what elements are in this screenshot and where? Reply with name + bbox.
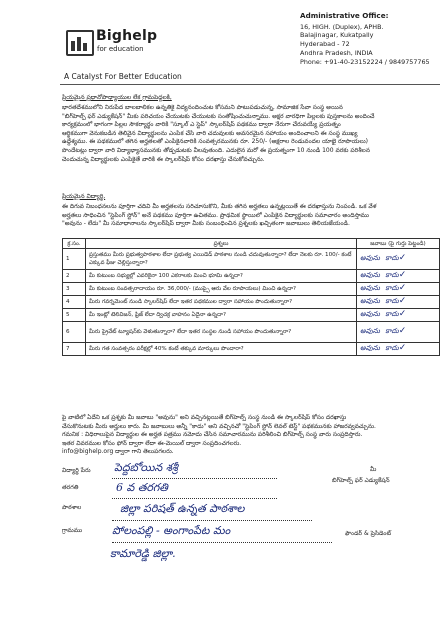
school-underline xyxy=(112,520,312,521)
instruction-line: అర్హతలు సాధించిన "స్టెపింగ్ స్టోన్‌" అనే పథకము పూర్తిగా ఉచితము. ప్రాథమిక స్థాయిలో ఎంపికైన విద్యార్థులకు సమాచారం అందిస్తాము xyxy=(62,211,369,219)
row-answer[interactable] xyxy=(357,249,440,270)
answer-yes[interactable]: అవును xyxy=(360,344,380,352)
intro-line: ఉద్దేశ్యము. ఈ పథకములో తగిన అర్హతలతో ఎంపికైనవారికి సంవత్సరమునకు రూ. 250/- (అక్షరాల రెండువందల యాభై రూపాయలు) xyxy=(62,138,369,146)
village-field[interactable]: పోలంపల్లి - అంగాంపేట మం xyxy=(112,524,231,537)
row-question: మీ కుటుంబ సభ్యుల్లో ఎవరికైనా 100 ఎకరాలకు మించి భూమి ఉన్నదా? xyxy=(86,270,357,283)
district-field[interactable]: కామారెడ్డి జిల్లా. xyxy=(110,547,176,560)
tagline: A Catalyst For Better Education xyxy=(64,72,182,81)
row-number: 5 xyxy=(63,309,86,322)
table-row xyxy=(63,309,440,322)
note-line: ఇతర వివరముల కోసం ఫోన్ ద్వారా లేదా ఈ-మెయిల్ ద్వారా సంప్రదించగలరు. xyxy=(62,439,242,447)
row-number: 2 xyxy=(63,270,86,283)
tick-mark-icon: ✓ xyxy=(398,309,407,319)
tick-mark-icon: ✓ xyxy=(398,283,407,293)
table-row xyxy=(63,343,440,356)
instructions-paragraph xyxy=(62,203,442,229)
signoff-organization: బిగ్‌హెల్ప్ ఫర్ ఎడ్యుకేషన్ xyxy=(332,477,390,484)
name-underline xyxy=(112,478,277,479)
row-number: 4 xyxy=(63,296,86,309)
note-line: చేసుకొనుటకు మీరు అర్హులు కారు. మీ జవాబులు అన్నీ "కాదు" అని వచ్చినచో "స్టెపింగ్ స్టోన్ లెవల్ టెస్ట్" పథకమునకు హాజరవ్వవచ్చును. xyxy=(62,422,376,430)
answer-yes[interactable]: అవును xyxy=(360,284,380,292)
student-salutation: ప్రియమైన విద్యార్థి, xyxy=(62,193,106,200)
intro-line: "బిగ్‌హెల్ప్ ఫర్ ఎడ్యుకేషన్‌" మీకు పరిచయం చేయుటకు చేయుటకు సంతోషించుచున్నాము. అక్షర వారధిగా పిల్లలకు పుస్తకాలను అందించే xyxy=(62,112,375,120)
logo-icon xyxy=(66,30,94,56)
header-divider xyxy=(60,84,440,85)
signoff-salute: మీ xyxy=(370,466,377,473)
class-label: తరగతి xyxy=(62,484,79,491)
note-line: గమనిక : విధిరాలుపైన విద్యార్థుల ఈ అర్హత పత్రము నమోదు చేసిన సమాచారమును పరిశీలించి బిగ్‌హెల్ప్ సంస్థ వారు సంప్రదిస్తారు. xyxy=(62,431,363,439)
answer-no[interactable]: కాదు xyxy=(385,344,399,352)
answer-yes[interactable]: అవును xyxy=(360,327,380,335)
answer-yes[interactable]: అవును xyxy=(360,297,380,305)
instruction-line: ఈ దిగువ నిబంధనలను పూర్తిగా చదివి మీ అర్హతలను సరిచూసుకొని, మీకు తగిన అర్హతలు ఉన్నట్లయితే ఈ దరఖాస్తును నింపండి. ఒక వేళ xyxy=(62,203,377,210)
eligibility-table xyxy=(62,238,440,356)
row-answer[interactable] xyxy=(357,296,440,309)
class-field[interactable]: 6 వ తరగతి xyxy=(116,481,168,494)
email-line: info@bighelp.org ద్వారా గాని తెలుపగలరు. xyxy=(62,448,174,456)
answer-no[interactable]: కాదు xyxy=(385,254,399,262)
table-header-row xyxy=(63,239,440,249)
intro-line: భారతదేశములోని నిరుపేద బాలబాలికల ఉన్నతికై విద్యనందించుట కోసమని పాటుపడుచున్న, సామాజిక సేవా సంస్థ అయిన xyxy=(62,104,343,111)
row-number: 7 xyxy=(63,343,86,356)
intro-line: పొందేటట్లు ద్వారా వారి విద్యాభ్యాసమునకు తోడ్పడుటకు వీలవుతుంది. ఎదులైన మరో ఈ ప్రయత్నంగా 10 నుండి 100 వరకు పరిశీలన xyxy=(62,146,370,154)
answer-no[interactable]: కాదు xyxy=(385,297,399,305)
col-number-header: క్ర.సం. xyxy=(63,239,86,249)
answer-yes[interactable]: అవును xyxy=(360,254,380,262)
row-question: మీరు గవర్నమెంట్ నుండి స్కాలర్‌షిప్ లేదా ఇతర పథకముల ద్వారా సహాయం పొందుతున్నారా? xyxy=(86,296,357,309)
table-row xyxy=(63,283,440,296)
class-underline xyxy=(112,498,277,499)
office-title: Administrative Office: xyxy=(300,11,389,20)
office-phone: Phone: +91-40-23152224 / 9849757765 xyxy=(300,57,430,66)
tick-mark-icon: ✓ xyxy=(398,343,407,353)
school-label: పాఠశాల xyxy=(62,504,82,511)
signoff-designation: ఫౌండర్ & ప్రెసిడెంట్ xyxy=(345,530,392,537)
office-line: Balajinagar, Kukatpally xyxy=(300,31,374,40)
tick-mark-icon: ✓ xyxy=(398,270,407,280)
salutation: ప్రియమైన ప్రధానోపాధ్యాయుల లేక గ్రామపెద్దలకి, xyxy=(62,94,172,101)
tick-mark-icon: ✓ xyxy=(398,326,407,336)
answer-no[interactable]: కాదు xyxy=(385,310,399,318)
table-row xyxy=(63,322,440,343)
table-row xyxy=(63,249,440,270)
row-answer[interactable] xyxy=(357,309,440,322)
village-label: గ్రామము xyxy=(62,527,83,534)
note-line: పై వాటిలో ఏదేని ఒక ప్రశ్నకు మీ జవాబు "అవును" అని వచ్చినట్లయితే బిగ్‌హెల్ప్ సంస్థ నుండి ఈ స్కాలర్‌షిప్ కోసం దరఖాస్తు xyxy=(62,414,347,421)
row-question: ప్రస్తుతము మీరు ప్రభుత్వపాఠశాల లేదా ప్రభుత్వ ఎయిడెడ్ పాఠశాల నుండి చదువుతున్నారా? లేదా నెలకు రూ. 100/- కంటే ఎక్కువ ఫీజు చెల్లిస్తున్నారా? xyxy=(86,249,357,270)
row-answer[interactable] xyxy=(357,322,440,343)
row-question: మీ కుటుంబ సంవత్సరాదాయం రూ. 36,000/- (ముప్పై ఆరు వేల రూపాయలు) మించి ఉన్నదా? xyxy=(86,283,357,296)
office-line: 16, HIGH. (Duplex), APHB. xyxy=(300,22,384,31)
answer-no[interactable]: కాదు xyxy=(385,327,399,335)
student-name-field[interactable]: పెద్దబోయిన శశ్రీ xyxy=(114,461,178,474)
row-number: 1 xyxy=(63,249,86,270)
intro-line: కార్యక్రమంలో భాగంగా పిల్లల సౌకర్యార్థం వారికి "స్కూల్ ఎ స్టెప్" స్కాలర్‌షిప్ పథకము ద్వారా నేరుగా చేరువయ్యే ప్రయత్నం xyxy=(62,121,341,129)
table-row xyxy=(63,296,440,309)
table-row xyxy=(63,270,440,283)
office-line: Andhra Pradesh, INDIA xyxy=(300,48,373,57)
intro-paragraph xyxy=(62,104,442,164)
village-underline xyxy=(112,542,332,543)
instruction-line: "అవును - లేదు" మీ సమాధానాలను స్కాలర్‌షిప్ ద్వారా మీకు సంబంధించిన ప్రశ్నలకు ఖచ్చితంగా జవాబులు తెలియజేయండి. xyxy=(62,220,350,228)
col-question-header: ప్రశ్నలు xyxy=(86,239,357,249)
intro-line: ఆర్థికముగా వెనుకబడిన తెలివైన విద్యార్థులను ఎంపిక చేసి వారి చదువులకు అవసరమైన సహాయం అందించాలని ఈ సంస్థ ముఖ్య xyxy=(62,129,358,137)
tick-mark-icon: ✓ xyxy=(398,296,407,306)
answer-no[interactable]: కాదు xyxy=(385,284,399,292)
school-field[interactable]: జిల్లా పరిషత్ ఉన్నత పాఠశాల xyxy=(120,502,245,515)
row-question: మీరు ప్రైవేట్ ట్యూషన్‌కు వెళుతున్నారా? లేదా ఇతర సంస్థల నుండి సహాయం పొందుతున్నారా? xyxy=(86,322,357,343)
answer-no[interactable]: కాదు xyxy=(385,271,399,279)
row-answer[interactable] xyxy=(357,343,440,356)
note-paragraph xyxy=(62,414,442,457)
brand-subtitle: for education xyxy=(97,45,144,53)
office-address xyxy=(300,12,442,66)
row-number: 6 xyxy=(63,322,86,343)
col-answer-header: జవాబు (పై గుర్తు పెట్టండి) xyxy=(357,239,440,249)
intro-line: చెందుచున్న విద్యార్థులకు ఎంపికైతే వారికి ఈ స్కాలర్‌షిప్ కోసం దరఖాస్తు చేసుకోవచ్చును. xyxy=(62,155,265,163)
tick-mark-icon: ✓ xyxy=(398,253,407,263)
brand-name: Bighelp xyxy=(96,28,158,44)
row-answer[interactable] xyxy=(357,270,440,283)
answer-yes[interactable]: అవును xyxy=(360,271,380,279)
row-answer[interactable] xyxy=(357,283,440,296)
row-question: మీరు గత సంవత్సరం పరీక్షల్లో 40% కంటే తక్కువ మార్కులు పొందారా? xyxy=(86,343,357,356)
office-line: Hyderabad - 72 xyxy=(300,40,350,49)
row-number: 3 xyxy=(63,283,86,296)
row-question: మీ ఇంట్లో టెలివిజన్, ఫ్రిజ్ లేదా ద్విచక్ర వాహనం ఏదైనా ఉన్నదా? xyxy=(86,309,357,322)
answer-yes[interactable]: అవును xyxy=(360,310,380,318)
student-name-label: విద్యార్థి పేరు xyxy=(62,467,91,474)
